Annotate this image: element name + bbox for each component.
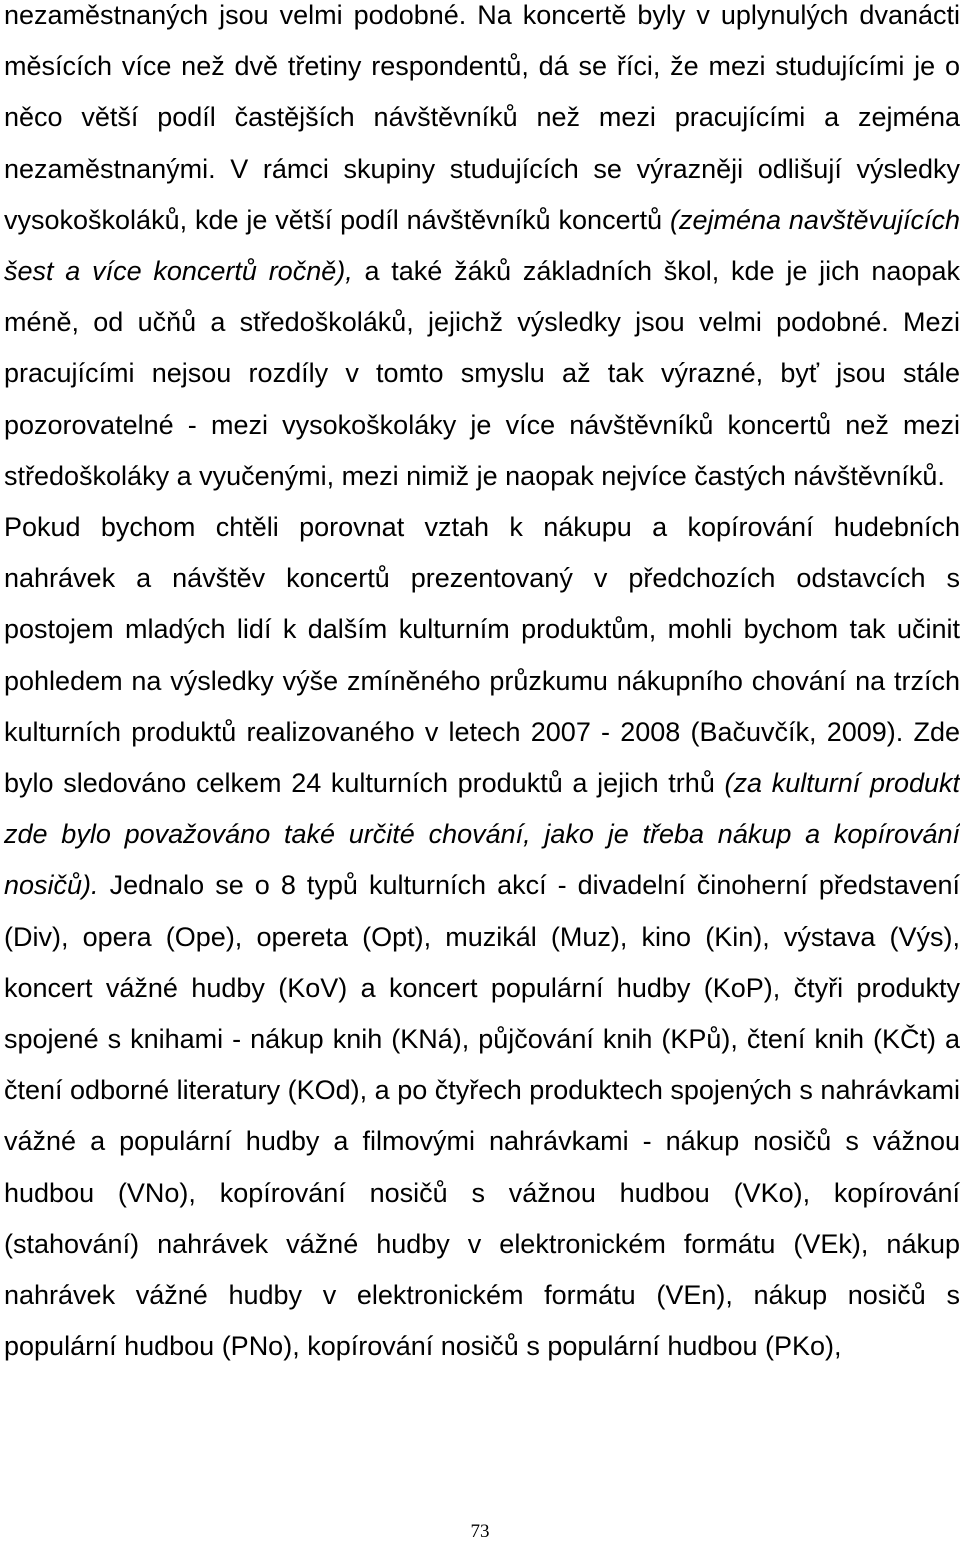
paragraph-text: Pokud bychom chtěli porovnat vztah k nákupu a kopírování hudebních nahrávek a návštěv koncertů prezentovaný v předchozích odstavcích s postojem mladých lidí k dalším kulturním produktům, mohli bychom tak učinit pohledem na výsledky výše zmíněného průzkumu nákupního chování na trzích kulturních produktů realizovaného v letech 2007 - 2008 (Bačuvčík, 2009). Zde bylo sledováno celkem 24 kulturních produktů a jejich trhů [4,512,960,799]
paragraph-italic-text: (za kulturní produkt zde bylo považováno také určité chování, jako je třeba nákup a kopírování nosičů). [4,768,960,901]
page-number: 73 [470,1521,490,1542]
paragraph-text: a také žáků základních škol, kde je jich naopak méně, od učňů a středoškoláků, jejichž výsledky jsou velmi podobné. Mezi pracujícími nejsou rozdíly v tomto smyslu až tak výrazné, byť jsou stále pozorovatelné - mezi vysokoškoláky je více návštěvníků koncertů než mezi středoškoláky a vyučenými, mezi nimiž je naopak nejvíce častých návštěvníků. [4,256,960,491]
paragraph-italic-text: (zejména navštěvujících šest a více koncertů ročně), [4,204,960,287]
body-text [4,0,960,1372]
paragraph [4,502,960,1372]
paragraph-text: Jednalo se o 8 typů kulturních akcí - divadelní činoherní představení (Div), opera (Ope), opereta (Opt), muzikál (Muz), kino (Kin), výstava (Výs), koncert vážné hudby (KoV) a koncert populární hudby (KoP), čtyři produkty spojené s knihami - nákup knih (KNá), půjčování knih (KPů), čtení knih (KČt) a čtení odborné literatury (KOd), a po čtyřech produktech spojených s nahrávkami vážné a populární hudby a filmovými nahrávkami - nákup nosičů s vážnou hudbou (VNo), kopírování nosičů s vážnou hudbou (VKo), kopírování (stahování) nahrávek vážné hudby v elektronickém formátu (VEk), nákup nahrávek vážné hudby v elektronickém formátu (VEn), nákup nosičů s populární hudbou (PNo), kopírování nosičů s populární hudbou (PKo), [4,870,960,1362]
paragraph [4,0,960,502]
paragraph-text: nezaměstnaných jsou velmi podobné. Na koncertě byly v uplynulých dvanácti měsících více než dvě třetiny respondentů, dá se říci, že mezi studujícími je o něco větší podíl častějších návštěvníků než mezi pracujícími a zejména nezaměstnanými. V rámci skupiny studujících se výrazněji odlišují výsledky vysokoškoláků, kde je větší podíl návštěvníků koncertů [4,0,960,235]
